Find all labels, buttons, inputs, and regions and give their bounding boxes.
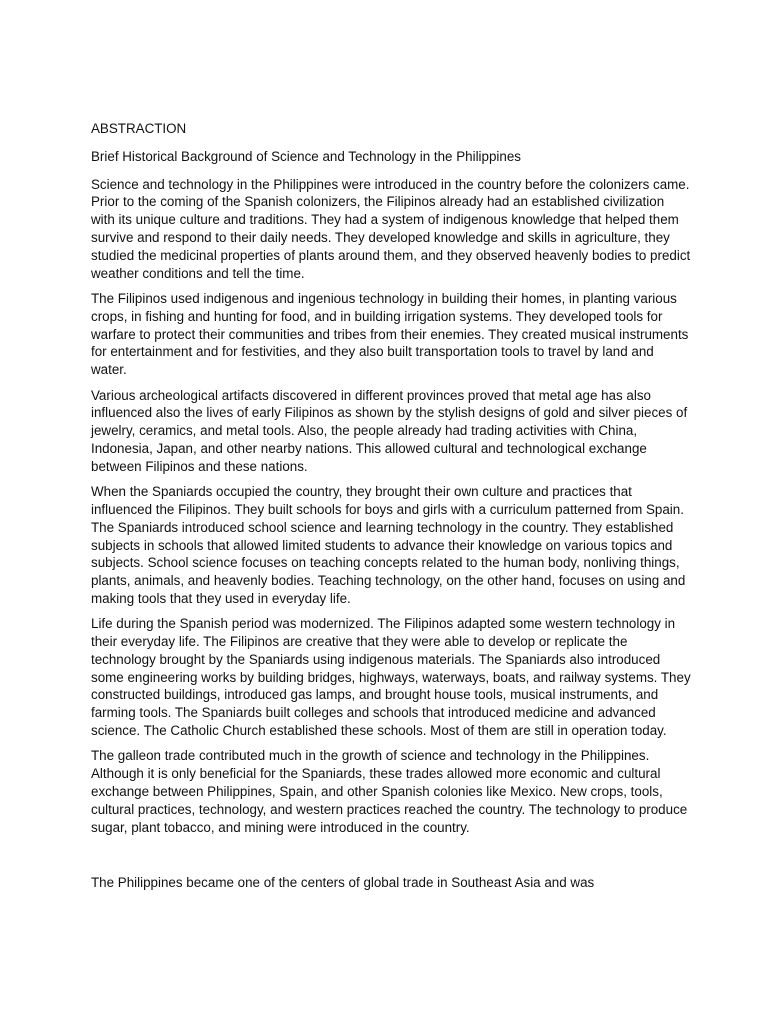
document-heading: ABSTRACTION (91, 121, 187, 136)
paragraph: Science and technology in the Philippines were introduced in the country before the colonizers came. Prior to the coming of the Spanish colonizers, the Filipinos already had an established civilization with its unique culture and traditions. They had a system of indigenous knowledge that helped them survive and respond to their daily needs. They developed knowledge and skills in agriculture, they studied the medicinal properties of plants around them, and they observed heavenly bodies to predict weather conditions and tell the time. (91, 176, 691, 281)
paragraph: When the Spaniards occupied the country, they brought their own culture and practices that influenced the Filipinos. They built schools for boys and girls with a curriculum patterned from Spain. The Spaniards introduced school science and learning technology in the country. They established subjects in schools that allowed limited students to advance their knowledge on various topics and subjects. School science focuses on teaching concepts related to the human body, nonliving things, plants, animals, and heavenly bodies. Teaching technology, on the other hand, focuses on using and making tools that they used in everyday life. (91, 484, 686, 606)
paragraph: Various archeological artifacts discovered in different provinces proved that metal age has also influenced also the lives of early Filipinos as shown by the stylish designs of gold and silver pieces of jewelry, ceramics, and metal tools. Also, the people already had trading activities with China, Indonesia, Japan, and other nearby nations. This allowed cultural and technological exchange between Filipinos and these nations. (91, 387, 688, 474)
document-subheading: Brief Historical Background of Science and Technology in the Philippines (91, 148, 521, 164)
paragraph-gap (91, 844, 691, 874)
document-page (91, 120, 691, 899)
paragraph: Life during the Spanish period was modernized. The Filipinos adapted some western technology in their everyday life. The Filipinos are creative that they were able to develop or replicate the technology brought by the Spaniards using indigenous materials. The Spaniards also introduced some engineering works by building bridges, highways, waterways, boats, and railway systems. They constructed buildings, introduced gas lamps, and brought house tools, musical instruments, and farming tools. The Spaniards built colleges and schools that introduced medicine and advanced science. The Catholic Church established these schools. Most of them are still in operation today. (91, 616, 691, 739)
paragraph: The Filipinos used indigenous and ingenious technology in building their homes, in planting various crops, in fishing and hunting for food, and in building irrigation systems. They developed tools for warfare to protect their communities and tribes from their enemies. They created musical instruments for entertainment and for festivities, and they also built transportation tools to travel by land and water. (91, 290, 689, 378)
paragraph-truncated: The Philippines became one of the centers of global trade in Southeast Asia and was (91, 875, 595, 891)
paragraph: The galleon trade contributed much in the growth of science and technology in the Philippines. Although it is only beneficial for the Spaniards, these trades allowed more economic and cultural exchange between Philippines, Spain, and other Spanish colonies like Mexico. New crops, tools, cultural practices, technology, and western practices reached the country. The technology to produce sugar, plant tobacco, and mining were introduced in the country. (91, 748, 688, 835)
